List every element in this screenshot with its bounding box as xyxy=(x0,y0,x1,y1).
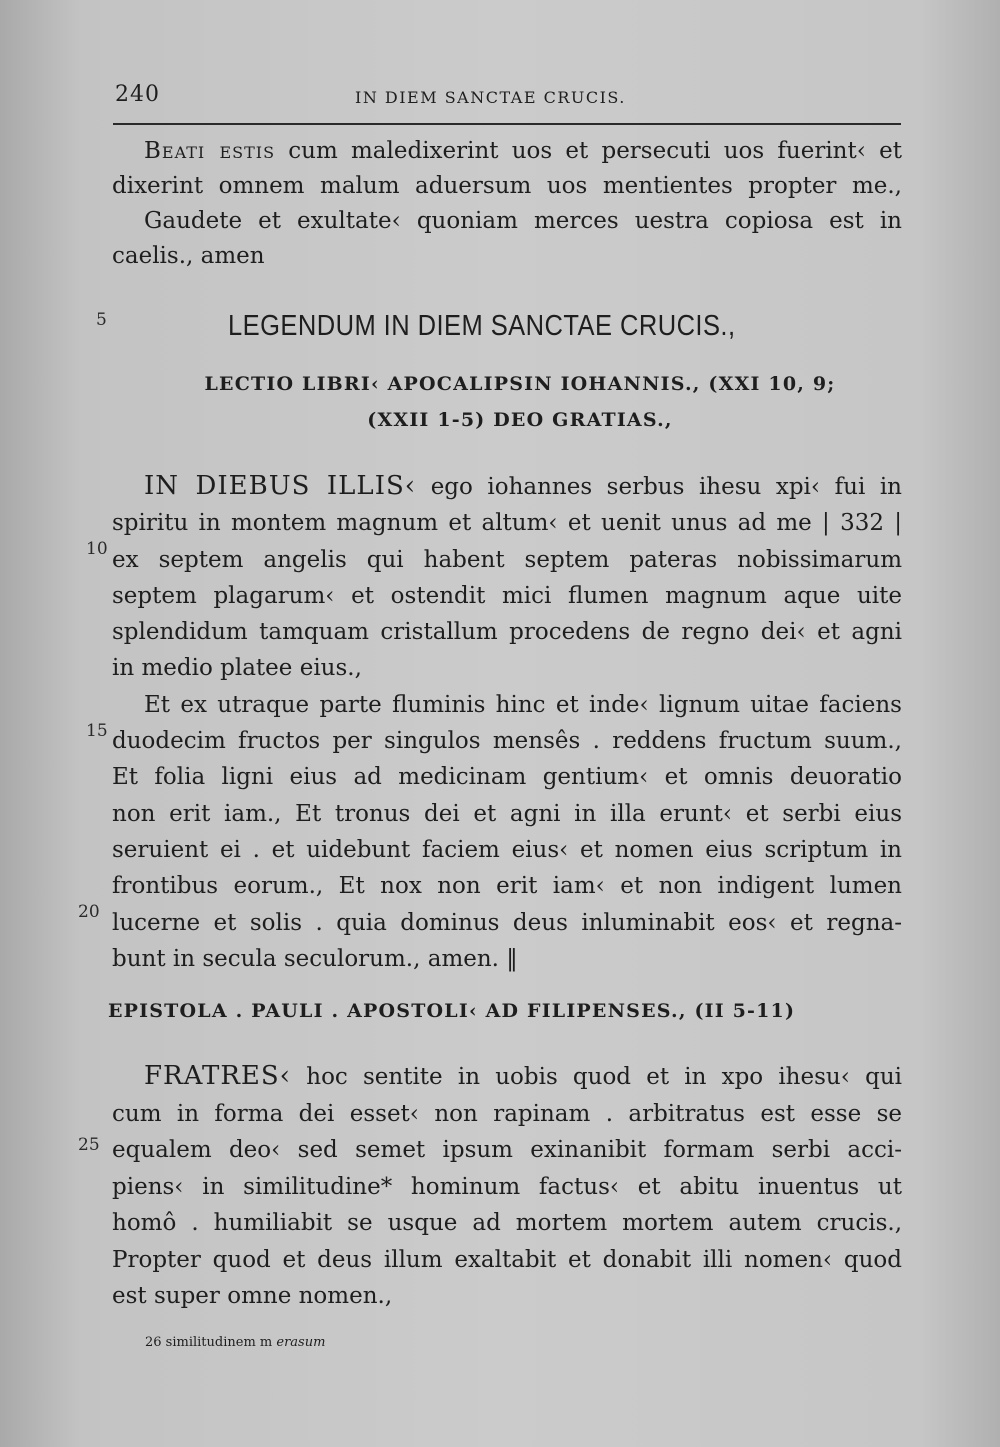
text-line: homô . humiliabit se usque ad mortem mortem autem crucis., xyxy=(112,1210,902,1236)
text-line: caelis., amen xyxy=(112,243,265,269)
running-title: IN DIEM SANCTAE CRUCIS. xyxy=(355,88,626,107)
text-line: splendidum tamquam cristallum procedens de regno dei‹ et agni xyxy=(112,619,902,646)
heading-line: LECTIO LIBRI‹ APOCALIPSIN IOHANNIS., (XXI 10, 9; xyxy=(204,373,836,395)
text-line: Et folia ligni eius ad medicinam gentium‹ et omnis deuoratio xyxy=(112,764,902,791)
text-line: duodecim fructos per singulos mensês . reddens fructum suum., xyxy=(112,728,902,755)
section-heading: LEGENDUM IN DIEM SANCTAE CRUCIS., xyxy=(228,310,736,342)
text-line: ex septem angelis qui habent septem pateras nobissimarum xyxy=(112,546,902,573)
text-line: spiritu in montem magnum et altum‹ et uenit unus ad me | 332 | xyxy=(112,510,902,537)
beati-paragraph xyxy=(112,134,902,274)
opening-caps: IN DIEBUS ILLIS‹ xyxy=(144,471,417,501)
text-span: cum maledixerint uos et persecuti uos fuerint‹ et xyxy=(275,138,902,164)
text-line: in medio platee eius., xyxy=(112,655,362,682)
text-line xyxy=(112,1058,902,1096)
text-line: dixerint omnem malum aduersum uos mentientes propter me., xyxy=(112,173,902,199)
text-span: hoc sentite in uobis quod et in xpo ihesu‹ qui xyxy=(291,1064,902,1090)
epistola-heading: EPISTOLA . PAULI . APOSTOLI‹ AD FILIPENSES., (II 5-11) xyxy=(108,1000,796,1022)
text-line: lucerne et solis . quia dominus deus inluminabit eos‹ et regna- xyxy=(112,909,902,936)
page-header xyxy=(115,82,900,112)
header-rule xyxy=(113,123,901,125)
line-number: 15 xyxy=(86,721,108,741)
text-line: est super omne nomen., xyxy=(112,1283,393,1309)
text-line: Propter quod et deus illum exaltabit et donabit illi nomen‹ quod xyxy=(112,1246,902,1273)
text-line: Gaudete et exultate‹ quoniam merces uestra copiosa est in xyxy=(144,208,902,234)
line-number: 25 xyxy=(78,1135,100,1155)
text-line xyxy=(112,468,902,505)
text-line xyxy=(112,134,902,169)
text-line: septem plagarum‹ et ostendit mici flumen magnum aque uite xyxy=(112,582,902,609)
footnote-text: 26 similitudinem m xyxy=(145,1335,277,1350)
philippians-text xyxy=(112,1058,902,1315)
text-line: frontibus eorum., Et nox non erit iam‹ et non indigent lumen xyxy=(112,873,902,900)
text-line: non erit iam., Et tronus dei et agni in illa erunt‹ et serbi eius xyxy=(112,800,902,827)
text-span: ego iohannes serbus ihesu xpi‹ fui in xyxy=(416,474,902,500)
small-caps-lead: Beati estis xyxy=(144,138,276,164)
line-number: 20 xyxy=(78,902,100,922)
footnote-italic: erasum xyxy=(276,1335,326,1350)
line-number: 10 xyxy=(86,539,108,559)
text-line: bunt in secula seculorum., amen. ‖ xyxy=(112,945,518,972)
text-line: piens‹ in similitudine* hominum factus‹ et abitu inuentus ut xyxy=(112,1173,902,1200)
text-line: seruient ei . et uidebunt faciem eius‹ et nomen eius scriptum in xyxy=(112,836,902,863)
text-line: Et ex utraque parte fluminis hinc et inde‹ lignum uitae faciens xyxy=(144,691,902,718)
text-line: equalem deo‹ sed semet ipsum exinanibit formam serbi acci- xyxy=(112,1137,902,1163)
heading-line: (XXII 1-5) DEO GRATIAS., xyxy=(367,409,673,431)
line-number: 5 xyxy=(96,310,107,330)
footnote xyxy=(145,1335,325,1350)
apocalypse-text xyxy=(112,468,902,977)
lectio-heading xyxy=(145,366,895,438)
text-line: cum in forma dei esset‹ non rapinam . arbitratus est esse se xyxy=(112,1100,902,1127)
page-number: 240 xyxy=(115,82,160,107)
opening-caps: FRATRES‹ xyxy=(144,1061,292,1091)
